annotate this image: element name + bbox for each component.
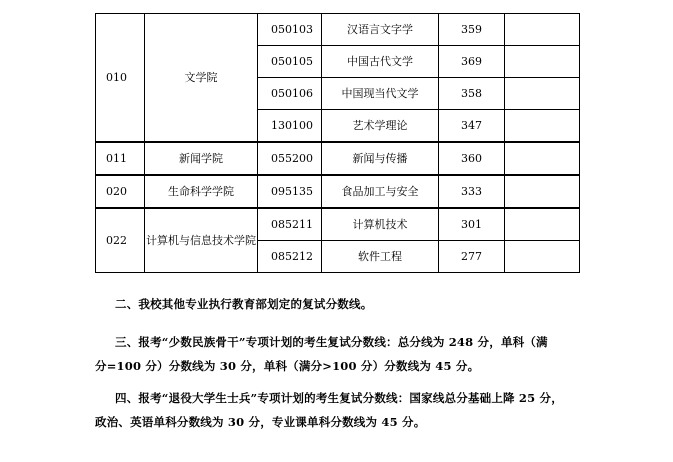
major-name-cell: 计算机技术 — [322, 208, 439, 241]
table-row — [96, 142, 580, 175]
major-name-cell: 中国古代文学 — [322, 46, 439, 78]
major-code-cell: 050106 — [258, 78, 322, 110]
dept-name-cell: 文学院 — [145, 14, 258, 143]
table-row — [96, 208, 580, 241]
major-name-cell: 艺术学理论 — [322, 110, 439, 143]
note-item-4-line-2: 政治、英语单科分数线为 30 分，专业课单科分数线为 45 分。 — [95, 415, 426, 429]
major-code-cell: 095135 — [258, 175, 322, 208]
major-code-cell: 050103 — [258, 14, 322, 46]
major-code-cell: 050105 — [258, 46, 322, 78]
score-cell: 301 — [439, 208, 505, 241]
score-cell: 359 — [439, 14, 505, 46]
score-cell: 358 — [439, 78, 505, 110]
note-cell — [505, 175, 580, 208]
note-item-3-line-1: 三、报考“少数民族骨干”专项计划的考生复试分数线：总分线为 248 分，单科（满 — [115, 335, 548, 349]
note-cell — [505, 46, 580, 78]
dept-name-cell: 计算机与信息技术学院 — [145, 208, 258, 273]
major-name-cell: 食品加工与安全 — [322, 175, 439, 208]
dept-code-cell: 020 — [96, 175, 145, 208]
dept-code-cell: 011 — [96, 142, 145, 175]
score-cell: 347 — [439, 110, 505, 143]
table-row — [96, 175, 580, 208]
dept-code-cell: 010 — [96, 14, 145, 143]
major-code-cell: 085211 — [258, 208, 322, 241]
score-cell: 333 — [439, 175, 505, 208]
major-name-cell: 汉语言文字学 — [322, 14, 439, 46]
major-code-cell: 085212 — [258, 241, 322, 273]
table-row — [96, 14, 580, 46]
note-cell — [505, 78, 580, 110]
major-name-cell: 中国现当代文学 — [322, 78, 439, 110]
score-cell: 369 — [439, 46, 505, 78]
dept-name-cell: 新闻学院 — [145, 142, 258, 175]
note-cell — [505, 241, 580, 273]
note-cell — [505, 14, 580, 46]
dept-code-cell: 022 — [96, 208, 145, 273]
score-table — [95, 13, 580, 273]
major-name-cell: 软件工程 — [322, 241, 439, 273]
major-name-cell: 新闻与传播 — [322, 142, 439, 175]
note-item-3-line-2: 分=100 分）分数线为 30 分，单科（满分>100 分）分数线为 45 分。 — [95, 359, 480, 373]
dept-name-cell: 生命科学学院 — [145, 175, 258, 208]
note-item-4-line-1: 四、报考“退役大学生士兵”专项计划的考生复试分数线：国家线总分基础上降 25 分， — [115, 391, 563, 405]
note-cell — [505, 142, 580, 175]
note-item-2: 二、我校其他专业执行教育部划定的复试分数线。 — [115, 297, 373, 311]
major-code-cell: 055200 — [258, 142, 322, 175]
score-cell: 277 — [439, 241, 505, 273]
score-cell: 360 — [439, 142, 505, 175]
note-cell — [505, 110, 580, 143]
note-cell — [505, 208, 580, 241]
major-code-cell: 130100 — [258, 110, 322, 143]
